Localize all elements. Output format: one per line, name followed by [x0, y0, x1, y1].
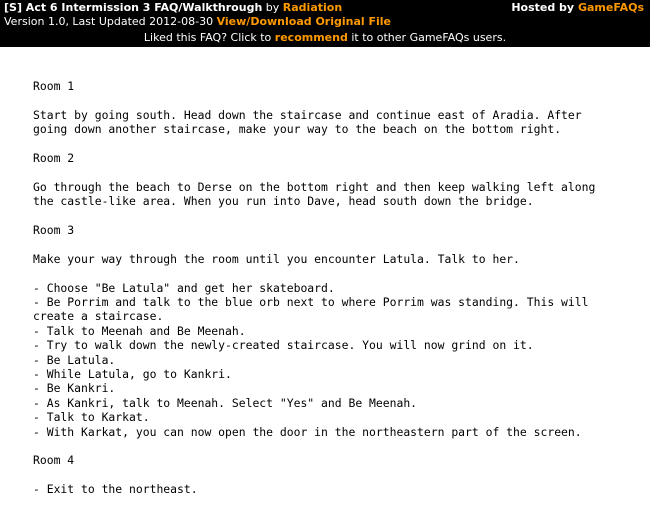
room-3-heading: Room 3	[33, 223, 75, 237]
room-3-list-item: - With Karkat, you can now open the door in the northeastern part of the screen.	[33, 424, 582, 439]
recommend-prefix: Liked this FAQ? Click to	[143, 31, 272, 44]
gamefaqs-link[interactable]: GameFAQs	[577, 1, 644, 14]
room-3-list-item: - Talk to Meenah and Be Meenah.	[33, 323, 246, 338]
room-3-list-item: create a staircase.	[33, 309, 164, 324]
author-link[interactable]: Radiation	[282, 1, 343, 14]
room-2-line: Go through the beach to Derse on the bottom right and then keep walking left along	[33, 179, 596, 194]
room-3-list-item: - Be Porrim and talk to the blue orb next to where Porrim was standing. This will	[33, 295, 589, 309]
hosted-by-label: Hosted by	[511, 1, 575, 14]
room-4-heading: Room 4	[33, 453, 75, 468]
faq-content	[0, 47, 650, 497]
version-row	[4, 15, 646, 29]
faq-header-bar	[0, 0, 650, 47]
room-3-list-item: - Talk to Karkat.	[33, 410, 150, 425]
hosted-by	[511, 1, 644, 15]
title-row	[4, 1, 646, 15]
faq-title: [S] Act 6 Intermission 3 FAQ/Walkthrough	[4, 1, 263, 14]
room-3-list-item: - Choose "Be Latula" and get her skateboard.	[33, 280, 335, 295]
recommend-link[interactable]: recommend	[274, 31, 348, 44]
room-3-line: Make your way through the room until you encounter Latula. Talk to her.	[33, 251, 520, 266]
by-text: by	[265, 1, 280, 14]
recommend-suffix: it to other GameFAQs users.	[351, 31, 507, 44]
room-4-line: - Exit to the northeast.	[33, 482, 198, 497]
room-2-heading: Room 2	[33, 151, 75, 165]
room-1-line: going down another staircase, make your way to the beach on the bottom right.	[33, 122, 562, 137]
download-original-link[interactable]: View/Download Original File	[216, 15, 392, 28]
room-3-list-item: - While Latula, go to Kankri.	[33, 367, 232, 382]
recommend-row	[4, 31, 646, 45]
room-1-line: Start by going south. Head down the staircase and continue east of Aradia. After	[33, 107, 582, 122]
room-1-heading: Room 1	[33, 79, 75, 93]
room-3-list-item: - Try to walk down the newly-created staircase. You will now grind on it.	[33, 338, 534, 353]
room-2-line: the castle-like area. When you run into Dave, head south down the bridge.	[33, 194, 534, 209]
room-3-list-item: - Be Latula.	[33, 352, 116, 367]
room-3-list-item: - As Kankri, talk to Meenah. Select "Yes" and Be Meenah.	[33, 395, 418, 410]
version-info: Version 1.0, Last Updated 2012-08-30	[4, 15, 214, 28]
room-3-list-item: - Be Kankri.	[33, 381, 116, 396]
